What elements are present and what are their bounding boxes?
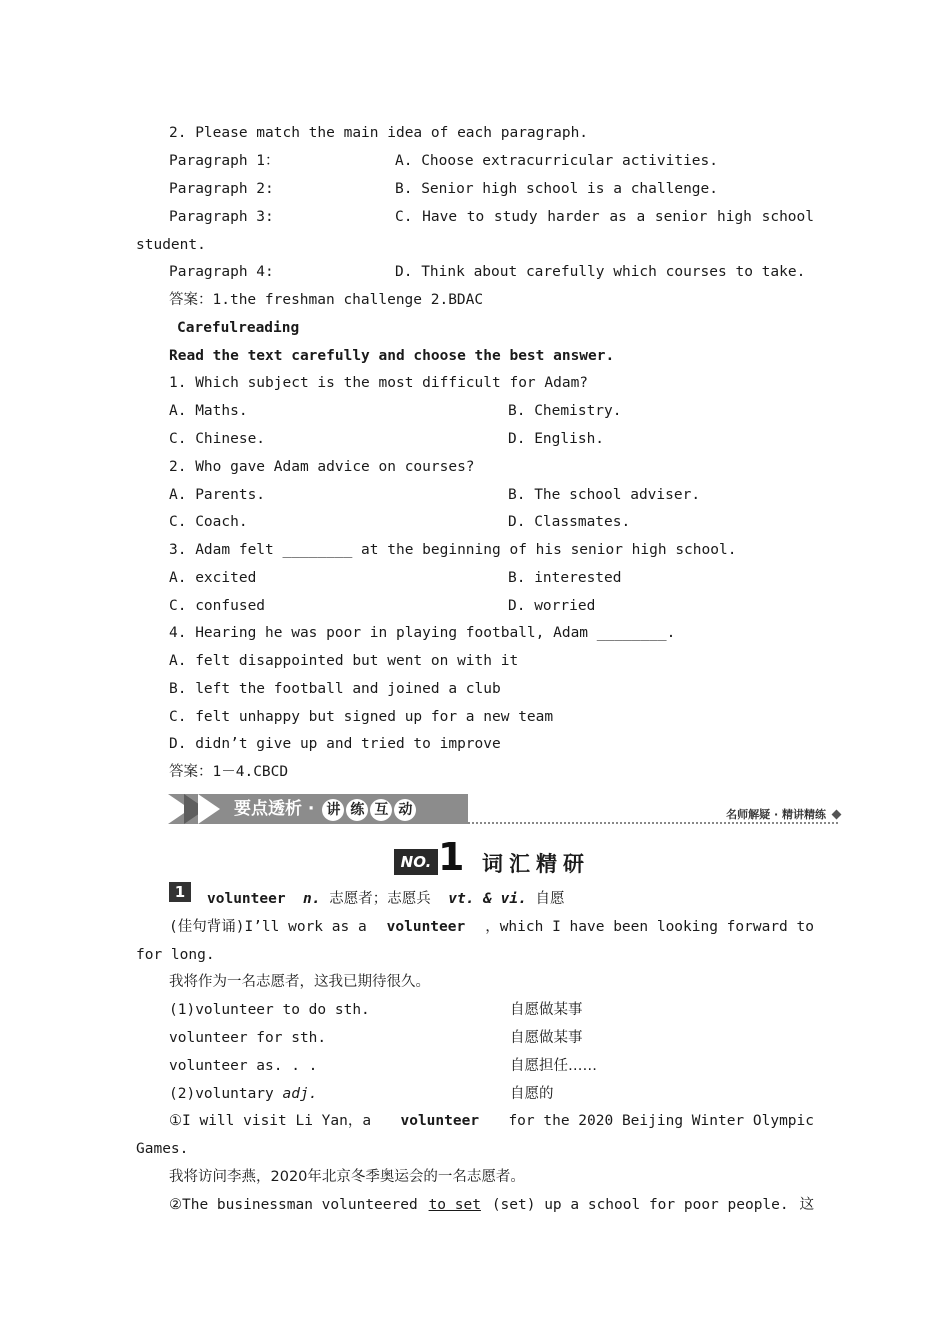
- sentence-text: (set) up a school for poor people.: [491, 1197, 789, 1213]
- usage-phrase: (2)voluntary: [169, 1086, 274, 1102]
- sentence-answer: to set: [428, 1197, 481, 1213]
- usage-meaning: 自愿做某事: [510, 1002, 583, 1018]
- example-text: (佳句背诵)I’ll work as a: [169, 919, 367, 935]
- main-idea-option: B. Senior high school is a challenge.: [395, 181, 719, 197]
- usage-meaning: 自愿的: [510, 1086, 554, 1102]
- section-title: 词汇精研: [482, 852, 590, 876]
- main-idea-continuation: student.: [136, 237, 206, 253]
- question-stem: 2. Who gave Adam advice on courses?: [169, 459, 475, 475]
- banner-pill: 讲: [322, 799, 344, 821]
- option-c: C. Coach.: [169, 514, 248, 530]
- careful-reading-instruction: Read the text carefully and choose the best answer.: [169, 348, 615, 364]
- option-b: B. Chemistry.: [508, 403, 622, 419]
- banner-title-text: 要点透析: [234, 799, 302, 819]
- item-number-icon: 1: [169, 882, 191, 902]
- option-d: D. Classmates.: [508, 514, 631, 530]
- question-stem: 3. Adam felt ________ at the beginning of his senior high school.: [169, 542, 737, 558]
- sentence-continuation: Games.: [136, 1141, 189, 1157]
- banner-dotted-line: [468, 822, 838, 824]
- example-sentence: [169, 917, 814, 937]
- usage-phrase: volunteer for sth.: [169, 1030, 327, 1046]
- sentence-text: for the 2020 Beijing Winter Olympic: [508, 1113, 814, 1129]
- main-idea-option: C. Have to study harder as a senior high school: [395, 209, 814, 225]
- banner-pill: 练: [346, 799, 368, 821]
- option-a: A. felt disappointed but went on with it: [169, 653, 519, 669]
- paragraph-label: Paragraph 4:: [169, 264, 274, 280]
- usage-phrase: (1)volunteer to do sth.: [169, 1002, 370, 1018]
- main-idea-option: A. Choose extracurricular activities.: [395, 153, 719, 169]
- section-number-badge: [394, 835, 465, 879]
- banner-pill: 互: [370, 799, 392, 821]
- option-c: C. confused: [169, 598, 266, 614]
- banner-title: [234, 797, 416, 821]
- section-banner: [168, 794, 840, 830]
- example-text: ，which I have been looking forward to: [485, 919, 814, 935]
- option-c: C. felt unhappy but signed up for a new team: [169, 709, 554, 725]
- sentence-text: 这: [799, 1197, 814, 1213]
- banner-subtitle: 名师解疑 · 精讲精练: [726, 808, 826, 821]
- practice-sentence-2: [169, 1195, 814, 1215]
- chevron-icon: [198, 794, 220, 824]
- main-idea-option: D. Think about carefully which courses to take.: [395, 264, 806, 280]
- meaning: 志愿者；志愿兵: [329, 891, 431, 907]
- option-a: A. Parents.: [169, 487, 266, 503]
- practice-sentence-1: [169, 1111, 814, 1131]
- careful-reading-heading: Carefulreading: [177, 320, 300, 336]
- option-d: D. worried: [508, 598, 596, 614]
- part-of-speech: vt. & vi.: [448, 891, 527, 907]
- no-label: NO.: [394, 849, 438, 875]
- usage-phrase-line: [169, 1084, 317, 1104]
- usage-phrase: volunteer as. . .: [169, 1058, 318, 1074]
- sentence-translation: 我将访问李燕，2020年北京冬季奥运会的一名志愿者。: [169, 1169, 525, 1185]
- diamond-icon: [832, 810, 842, 820]
- option-d: D. didn’t give up and tried to improve: [169, 736, 501, 752]
- option-a: A. excited: [169, 570, 257, 586]
- example-translation: 我将作为一名志愿者，这我已期待很久。: [169, 974, 430, 990]
- option-c: C. Chinese.: [169, 431, 266, 447]
- banner-dot: ·: [307, 799, 315, 819]
- usage-meaning: 自愿担任……: [510, 1058, 597, 1074]
- question-stem: 1. Which subject is the most difficult for Adam?: [169, 375, 589, 391]
- sentence-keyword: volunteer: [400, 1113, 480, 1129]
- headword: volunteer: [207, 891, 286, 907]
- matching-instruction: 2. Please match the main idea of each paragraph.: [169, 125, 589, 141]
- option-b: B. The school adviser.: [508, 487, 701, 503]
- careful-reading-answer: 答案：1－4.CBCD: [169, 764, 289, 780]
- option-d: D. English.: [508, 431, 605, 447]
- sentence-text: ②The businessman volunteered: [169, 1197, 418, 1213]
- vocab-headword-line: [207, 889, 565, 909]
- banner-pill: 动: [394, 799, 416, 821]
- paragraph-label: Paragraph 1：: [169, 153, 280, 169]
- paragraph-label: Paragraph 2:: [169, 181, 274, 197]
- part-of-speech: n.: [303, 891, 321, 907]
- example-keyword: volunteer: [386, 919, 466, 935]
- part-of-speech: adj.: [282, 1086, 318, 1102]
- usage-meaning: 自愿做某事: [510, 1030, 583, 1046]
- question-stem: 4. Hearing he was poor in playing football, Adam ________.: [169, 625, 676, 641]
- section-number: 1: [438, 835, 465, 879]
- paragraph-label: Paragraph 3:: [169, 209, 274, 225]
- meaning: 自愿: [535, 891, 565, 907]
- option-a: A. Maths.: [169, 403, 248, 419]
- sentence-text: ①I will visit Li Yan，a: [169, 1113, 372, 1129]
- example-continuation: for long.: [136, 947, 215, 963]
- option-b: B. left the football and joined a club: [169, 681, 501, 697]
- matching-answer: 答案：1.the freshman challenge 2.BDAC: [169, 292, 484, 308]
- option-b: B. interested: [508, 570, 622, 586]
